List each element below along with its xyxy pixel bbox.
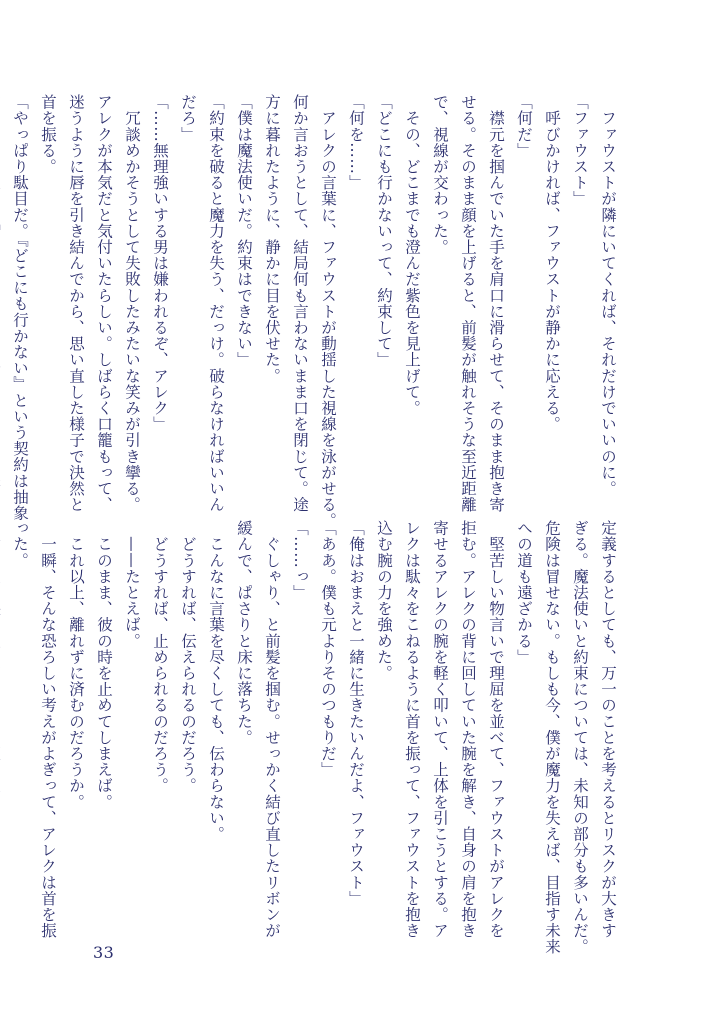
text-line: への道も遠ざかる」 — [515, 520, 533, 665]
text-line: ぐしゃり、と前髪を掴む。せっかく結び直したリボンが — [263, 520, 281, 939]
text-line: 迷うように唇を引き結んでから、思い直した様子で決然と — [67, 94, 85, 513]
text-line: アレクが本気だと気付いたらしい。しばらく口籠もって、 — [95, 94, 113, 513]
text-line: 何か言おうとして、結局何も言わないまま口を閉じて。途 — [291, 94, 309, 513]
text-line: ——たとえば。 — [123, 520, 141, 649]
text-line: どうすれば、伝えられるのだろう。 — [179, 520, 197, 794]
text-line — [0, 94, 6, 504]
text-line: 拒む。アレクの背に回していた腕を解き、自身の肩を抱き — [459, 520, 477, 939]
text-line: 「何だ」 — [515, 94, 533, 159]
upper-text-block — [11, 94, 622, 529]
text-line: 呼びかければ、ファウストが静かに応える。 — [543, 94, 561, 433]
text-line: 「どこにも行かないって、約束して」 — [375, 94, 393, 368]
text-line: 込む腕の力を強めた。 — [375, 520, 393, 681]
text-line: 定義するとしても、万一のことを考えるとリスクが大きす — [599, 520, 617, 939]
text-line: 「やっぱり駄目だ。『どこにも行かない』という契約は抽象 — [11, 94, 29, 521]
text-line: で、視線が交わった。 — [431, 94, 449, 255]
text-line: 「何を……」 — [347, 94, 365, 191]
text-line: 「僕は魔法使いだ。約束はできない」 — [235, 94, 253, 368]
text-line: これ以上、離れずに済むのだろうか。 — [67, 520, 85, 810]
text-line: 寄せるアレクの腕を軽く叩いて、上体を引こうとする。ア — [431, 520, 449, 939]
text-line: 襟元を掴んでいた手を肩口に滑らせて、そのまま抱き寄 — [487, 94, 505, 513]
text-line: せる。そのまま顔を上げると、前髪が触れそうな至近距離 — [459, 94, 477, 513]
text-line: 冗談めかそうとして失敗したみたいな笑みが引き攣る。 — [123, 94, 141, 513]
text-line: 危険は冒せない。もしも今、僕が魔力を失えば、目指す未来 — [543, 520, 561, 955]
text-line: ぎる。魔法使いと約束については、未知の部分も多いんだ。 — [571, 520, 589, 955]
text-line: だろ」 — [179, 94, 197, 143]
text-line: その、どこまでも澄んだ紫色を見上げて。 — [403, 94, 421, 416]
text-line: 「約束を破ると魔力を失う、だっけ。破らなければいいん — [207, 94, 225, 513]
text-line: こんなに言葉を尽くしても、伝わらない。 — [207, 520, 225, 842]
text-line: 堅苦しい物言いで理屈を並べて、ファウストがアレクを — [487, 520, 505, 939]
text-line: アレクの言葉に、ファウストが動揺した視線を泳がせる。 — [319, 94, 337, 529]
text-line: 緩んで、ぱさりと床に落ちた。 — [235, 520, 253, 746]
text-line — [0, 520, 6, 930]
text-line: レクは駄々をこねるように首を振って、ファウストを抱き — [403, 520, 421, 939]
text-line: 「俺はおまえと一緒に生きたいんだよ、ファウスト」 — [347, 520, 365, 907]
text-line: どうすれば、止められるのだろう。 — [151, 520, 169, 794]
text-line: 「ああ。僕も元よりそのつもりだ」 — [319, 520, 337, 778]
text-line: 「……っ」 — [291, 520, 309, 601]
text-line: 首を振る。 — [39, 94, 57, 175]
text-line: 「ファウスト」 — [571, 94, 589, 207]
text-line: このまま、彼の時を止めてしまえば。 — [95, 520, 113, 810]
text-line: ファウストが隣にいてくれば、それだけでいいのに。 — [599, 94, 617, 497]
text-line: 「……無理強いする男は嫌われるぞ、アレク」 — [151, 94, 169, 433]
page-number: 33 — [93, 943, 115, 962]
text-line: 方に暮れたように、静かに目を伏せた。 — [263, 94, 281, 384]
text-line: った。 — [11, 520, 29, 569]
text-line: 一瞬、そんな恐ろしい考えがよぎって、アレクは首を振 — [39, 520, 57, 939]
